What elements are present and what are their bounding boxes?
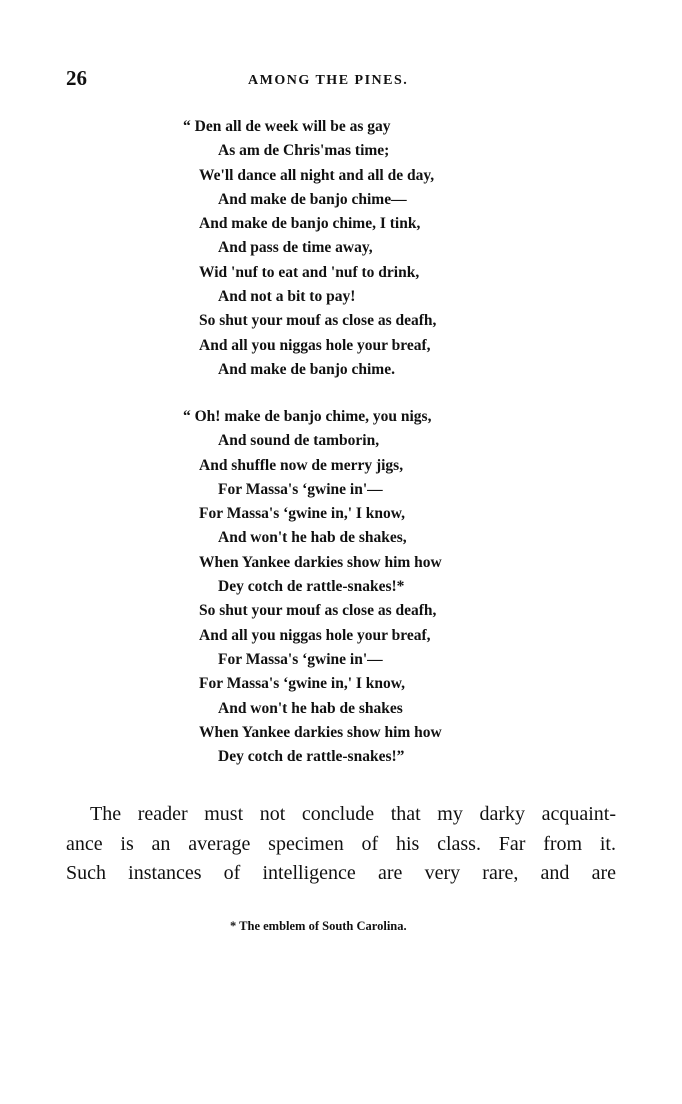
poem-stanza-1 xyxy=(183,115,436,382)
prose-line: ance is an average specimen of his class. Far from it. xyxy=(66,832,616,855)
verse-line: For Massa's ‘gwine in,' I know, xyxy=(199,505,405,523)
footnote: * The emblem of South Carolina. xyxy=(230,919,407,933)
prose-paragraph xyxy=(66,800,616,889)
verse-line: And won't he hab de shakes, xyxy=(218,529,407,547)
verse-line: And make de banjo chime. xyxy=(218,360,395,378)
verse-line: So shut your mouf as close as deafh, xyxy=(199,602,437,620)
verse-line: And won't he hab de shakes xyxy=(218,699,403,717)
verse-line: “ Den all de week will be as gay xyxy=(183,118,391,135)
verse-line: We'll dance all night and all de day, xyxy=(199,166,435,184)
page-number: 26 xyxy=(66,66,87,90)
verse-line: As am de Chris'mas time; xyxy=(218,142,390,160)
verse-line: And not a bit to pay! xyxy=(218,288,356,306)
verse-line: So shut your mouf as close as deafh, xyxy=(199,312,437,330)
verse-line: And make de banjo chime— xyxy=(218,190,407,208)
verse-line: “ Oh! make de banjo chime, you nigs, xyxy=(183,408,432,425)
verse-line: For Massa's ‘gwine in'— xyxy=(218,650,383,668)
verse-line: Dey cotch de rattle-snakes!* xyxy=(218,578,405,596)
verse-line: Dey cotch de rattle-snakes!” xyxy=(218,748,405,766)
verse-line: When Yankee darkies show him how xyxy=(199,553,442,571)
prose-line: The reader must not conclude that my darky acquaint- xyxy=(90,803,616,825)
verse-line: Wid 'nuf to eat and 'nuf to drink, xyxy=(199,263,420,281)
verse-line: And make de banjo chime, I tink, xyxy=(199,215,421,233)
running-head: AMONG THE PINES. xyxy=(248,73,409,88)
verse-line: And all you niggas hole your breaf, xyxy=(199,626,431,644)
verse-line: For Massa's ‘gwine in,' I know, xyxy=(199,675,405,693)
poem-stanza-2 xyxy=(183,405,442,769)
verse-line: And pass de time away, xyxy=(218,239,373,257)
verse-line: For Massa's ‘gwine in'— xyxy=(218,480,383,498)
verse-line: And sound de tamborin, xyxy=(218,432,380,450)
prose-line: Such instances of intelligence are very rare, and are xyxy=(66,862,616,884)
verse-line: And shuffle now de merry jigs, xyxy=(199,456,404,474)
verse-line: And all you niggas hole your breaf, xyxy=(199,336,431,354)
verse-line: When Yankee darkies show him how xyxy=(199,723,442,741)
